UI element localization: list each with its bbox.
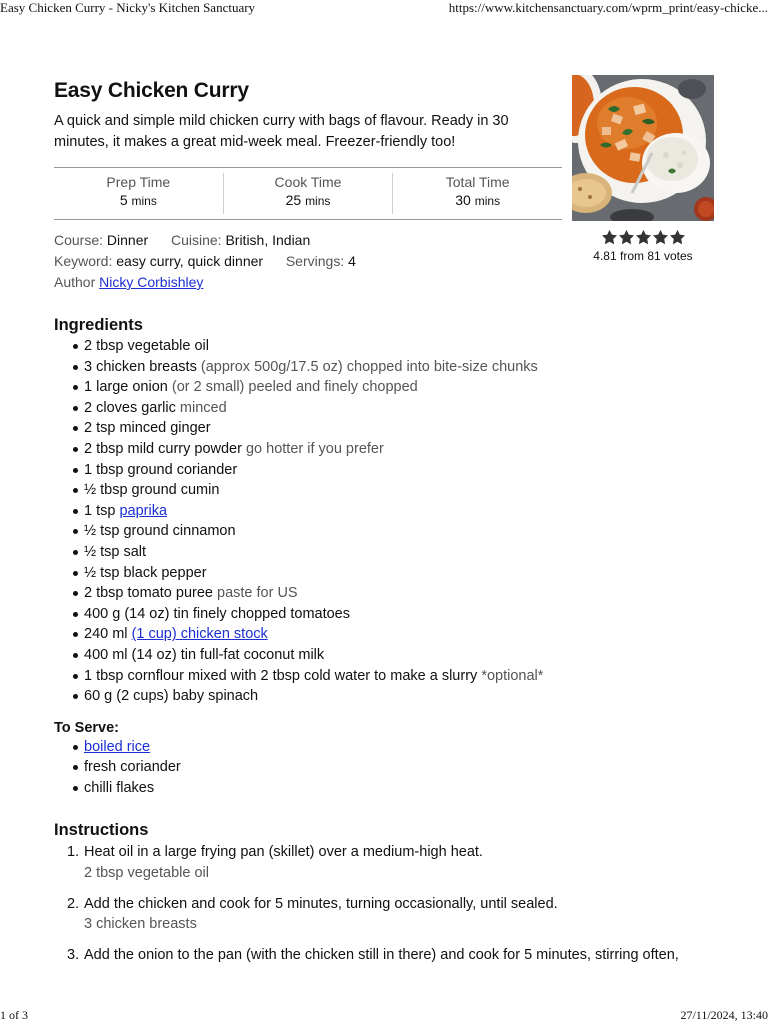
step-number: 3.	[67, 946, 80, 963]
ingredient-text: 2 tsp minced ginger	[84, 420, 211, 437]
total-time-value: 30	[455, 192, 471, 208]
ingredient-text: 400 ml (14 oz) tin full-fat coconut milk	[84, 646, 325, 663]
cook-time-unit: mins	[305, 194, 331, 208]
total-time	[392, 173, 562, 214]
ingredient-text: ½ tsp black pepper	[84, 564, 207, 581]
ingredient-item	[54, 418, 716, 439]
to-serve-item	[54, 778, 716, 799]
recipe-title: Easy Chicken Curry	[54, 79, 249, 102]
cook-time-label: Cook Time	[274, 174, 342, 190]
star-icon	[669, 229, 686, 246]
prep-time	[54, 168, 223, 219]
ingredient-note: go hotter if you prefer	[245, 440, 384, 457]
servings-label: Servings:	[285, 253, 345, 269]
instructions-list	[54, 842, 716, 965]
ingredient-item	[54, 542, 716, 563]
to-serve-item	[54, 737, 716, 758]
to-serve-text: fresh coriander	[84, 759, 181, 776]
recipe-summary: A quick and simple mild chicken curry with bags of flavour. Ready in 30 minutes, it makes a great mid-week meal. Freezer-friendly too!	[54, 113, 509, 150]
total-time-unit: mins	[474, 194, 501, 208]
author-label: Author	[54, 274, 96, 290]
step-ingredients: 2 tbsp vegetable oil	[84, 865, 209, 882]
ingredient-text: 1 large onion	[84, 379, 168, 396]
prep-time-unit: mins	[131, 194, 157, 208]
ingredient-text: 1 tbsp cornflour mixed with 2 tbsp cold water to make a slurry	[84, 667, 478, 684]
print-header	[0, 0, 768, 18]
ingredients-heading: Ingredients	[54, 316, 143, 334]
ingredient-item	[54, 583, 716, 604]
ingredient-item	[54, 666, 716, 687]
instruction-step	[54, 945, 716, 966]
star-icon	[601, 229, 618, 246]
ingredient-item	[54, 480, 716, 501]
ingredient-item	[54, 604, 716, 625]
star-icon	[618, 229, 635, 246]
curry-bowl-image	[572, 75, 714, 221]
instructions-heading: Instructions	[54, 821, 149, 840]
ingredient-item	[54, 645, 716, 666]
ingredient-text: 1 tsp	[84, 502, 116, 519]
keyword-value: easy curry, quick dinner	[116, 253, 264, 269]
ingredients-list	[54, 336, 716, 707]
ingredient-item	[54, 460, 716, 481]
cook-time-value: 25	[285, 192, 302, 208]
ingredient-text: ½ tsp ground cinnamon	[84, 523, 236, 540]
ingredient-text: 1 tbsp ground coriander	[84, 461, 238, 478]
step-ingredients: 3 chicken breasts	[84, 916, 197, 933]
recipe-rating	[572, 229, 714, 263]
ingredient-note: minced	[179, 399, 227, 416]
ingredient-item	[54, 501, 716, 522]
to-serve-text: chilli flakes	[84, 779, 155, 796]
total-time-label: Total Time	[445, 174, 510, 190]
page-number: 1 of 3	[0, 1008, 28, 1022]
ingredient-item	[54, 377, 716, 398]
course-label: Course:	[54, 232, 104, 248]
ingredient-item	[54, 563, 716, 584]
instruction-step	[54, 894, 716, 935]
step-text: Heat oil in a large frying pan (skillet) over a medium-high heat.	[84, 844, 483, 861]
ingredient-text: 60 g (2 cups) baby spinach	[84, 688, 259, 705]
to-serve-item	[54, 757, 716, 778]
ingredient-text: 2 tbsp vegetable oil	[84, 338, 209, 354]
ingredient-text: 2 cloves garlic	[84, 399, 176, 416]
instruction-step	[54, 842, 716, 883]
ingredient-item	[54, 686, 716, 707]
prep-time-value: 5	[119, 192, 128, 208]
ingredient-item	[54, 521, 716, 542]
prep-time-label: Prep Time	[106, 174, 171, 190]
step-number: 1.	[67, 844, 80, 861]
to-serve-list	[54, 737, 716, 799]
print-page-url: https://www.kitchensanctuary.com/wprm_print/easy-chicke...	[448, 0, 768, 15]
recipe-card	[54, 74, 716, 975]
ingredient-link[interactable]: (1 cup) chicken stock	[131, 626, 268, 643]
star-icon	[635, 229, 652, 246]
rating-stars	[572, 229, 714, 247]
rating-summary: 4.81 from 81 votes	[593, 249, 693, 263]
ingredient-item	[54, 624, 716, 645]
ingredient-text: ½ tbsp ground cumin	[84, 482, 220, 499]
servings-value: 4	[348, 253, 356, 269]
star-icon	[652, 229, 669, 246]
ingredient-text: 400 g (14 oz) tin finely chopped tomatoes	[84, 605, 350, 622]
cuisine-label: Cuisine:	[170, 232, 222, 248]
recipe-photo	[572, 75, 714, 221]
print-page-title: Easy Chicken Curry - Nicky's Kitchen Sanctuary	[0, 0, 256, 15]
ingredient-item	[54, 336, 716, 357]
ingredient-text: 2 tbsp mild curry powder	[84, 440, 242, 457]
ingredient-note: (approx 500g/17.5 oz) chopped into bite-size chunks	[200, 358, 538, 375]
ingredient-item	[54, 439, 716, 460]
keyword-label: Keyword:	[54, 253, 113, 269]
course-value: Dinner	[106, 232, 149, 248]
recipe-times	[54, 167, 562, 220]
step-number: 2.	[67, 895, 80, 912]
ingredient-text: 3 chicken breasts	[84, 358, 197, 375]
ingredient-text: ½ tsp salt	[84, 543, 147, 560]
cuisine-value: British, Indian	[225, 232, 311, 248]
ingredient-text: 240 ml	[84, 626, 128, 643]
ingredient-item	[54, 398, 716, 419]
ingredient-text: 2 tbsp tomato puree	[84, 585, 213, 602]
ingredient-note: (or 2 small) peeled and finely chopped	[171, 379, 418, 396]
author-link[interactable]: Nicky Corbishley	[99, 274, 204, 290]
ingredient-note: paste for US	[217, 585, 298, 602]
print-datetime: 27/11/2024, 13:40	[680, 1008, 768, 1022]
cook-time	[223, 173, 393, 214]
step-text: Add the onion to the pan (with the chicken still in there) and cook for 5 minutes, stirring often,	[84, 946, 679, 963]
step-text: Add the chicken and cook for 5 minutes, turning occasionally, until sealed.	[84, 895, 558, 912]
ingredient-note: *optional*	[481, 667, 544, 684]
print-footer	[0, 1006, 768, 1024]
ingredient-item	[54, 357, 716, 378]
to-serve-heading: To Serve:	[54, 719, 120, 736]
ingredient-link[interactable]: paprika	[119, 502, 168, 519]
to-serve-link[interactable]: boiled rice	[84, 738, 151, 755]
